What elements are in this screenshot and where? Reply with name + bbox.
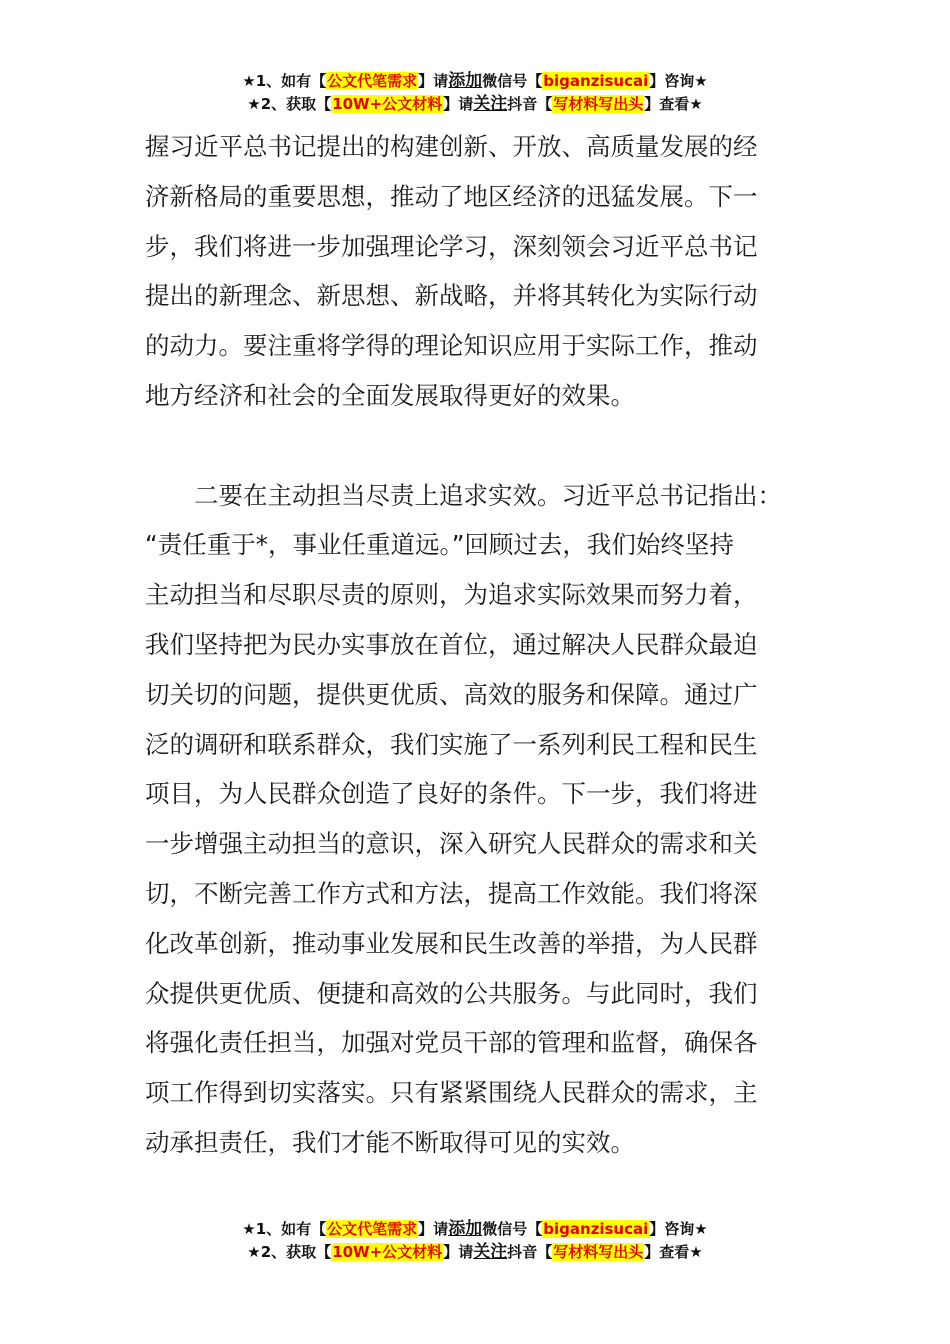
banner-text: ★1、如有【 <box>242 1220 327 1238</box>
banner-line-1 <box>0 70 950 93</box>
banner-text: 】请 <box>443 95 474 113</box>
text-line: 动承担责任，我们才能不断取得可见的实效。 <box>145 1127 635 1157</box>
banner-text: ★2、获取【 <box>247 95 332 113</box>
banner-text: 】请 <box>418 1220 449 1238</box>
banner-text: 】咨询★ <box>649 1220 708 1238</box>
text-line: 切，不断完善工作方式和方法，提高工作效能。我们将深 <box>145 878 758 908</box>
highlight-service: 公文代笔需求 <box>327 1220 418 1238</box>
text-line: 项目，为人民群众创造了良好的条件。下一步，我们将进 <box>145 779 758 809</box>
highlight-douyin-account: 写材料写出头 <box>553 95 644 113</box>
banner-text: 】请 <box>443 1243 474 1261</box>
highlight-douyin-account: 写材料写出头 <box>553 1243 644 1261</box>
text-line: 济新格局的重要思想，推动了地区经济的迅猛发展。下一 <box>145 181 758 211</box>
paragraph-gap <box>145 421 805 471</box>
banner-text: ★1、如有【 <box>242 72 327 90</box>
document-body <box>145 122 805 1168</box>
text-line: 我们坚持把为民办实事放在首位，通过解决人民群众最迫 <box>145 629 758 659</box>
banner-emphasis: 添加 <box>448 1219 483 1239</box>
banner-text: 】查看★ <box>644 1243 703 1261</box>
text-line: 泛的调研和联系群众，我们实施了一系列利民工程和民生 <box>145 729 758 759</box>
text-line: 二要在主动担当尽责上追求实效。习近平总书记指出： <box>194 480 782 510</box>
text-line: 的动力。要注重将学得的理论知识应用于实际工作，推动 <box>145 331 758 361</box>
text-line: 地方经济和社会的全面发展取得更好的效果。 <box>145 380 635 410</box>
text-line: “责任重于*，事业任重道远。”回顾过去，我们始终坚持 <box>145 530 734 560</box>
footer-banner <box>0 1218 950 1264</box>
banner-emphasis: 添加 <box>448 71 483 91</box>
banner-text: ★2、获取【 <box>247 1243 332 1261</box>
banner-line-2 <box>0 93 950 116</box>
banner-text: 微信号【 <box>482 1220 543 1238</box>
highlight-materials: 10W+公文材料 <box>332 95 443 113</box>
text-line: 步，我们将进一步加强理论学习，深刻领会习近平总书记 <box>145 231 758 261</box>
banner-text: 抖音【 <box>507 95 553 113</box>
banner-text: 】咨询★ <box>649 72 708 90</box>
highlight-wechat-id: biganzisucai <box>543 1220 649 1238</box>
header-banner <box>0 70 950 116</box>
text-line: 将强化责任担当，加强对党员干部的管理和监督，确保各 <box>145 1028 758 1058</box>
text-line: 一步增强主动担当的意识，深入研究人民群众的需求和关 <box>145 829 758 859</box>
banner-text: 】请 <box>418 72 449 90</box>
text-line: 主动担当和尽职尽责的原则，为追求实际效果而努力着， <box>145 580 758 610</box>
banner-text: 】查看★ <box>644 95 703 113</box>
banner-text: 抖音【 <box>507 1243 553 1261</box>
text-line: 化改革创新，推动事业发展和民生改善的举措，为人民群 <box>145 928 758 958</box>
text-line: 项工作得到切实落实。只有紧紧围绕人民群众的需求，主 <box>145 1078 758 1108</box>
paragraph-2 <box>145 471 805 1168</box>
banner-line-1 <box>0 1218 950 1241</box>
banner-emphasis: 关注 <box>473 1242 508 1262</box>
highlight-materials: 10W+公文材料 <box>332 1243 443 1261</box>
text-line: 切关切的问题，提供更优质、高效的服务和保障。通过广 <box>145 679 758 709</box>
banner-text: 微信号【 <box>482 72 543 90</box>
banner-line-2 <box>0 1241 950 1264</box>
highlight-wechat-id: biganzisucai <box>543 72 649 90</box>
paragraph-1 <box>145 122 805 421</box>
banner-emphasis: 关注 <box>473 94 508 114</box>
text-line: 提出的新理念、新思想、新战略，并将其转化为实际行动 <box>145 281 758 311</box>
text-line: 握习近平总书记提出的构建创新、开放、高质量发展的经 <box>145 132 758 161</box>
highlight-service: 公文代笔需求 <box>327 72 418 90</box>
text-line: 众提供更优质、便捷和高效的公共服务。与此同时，我们 <box>145 978 758 1008</box>
